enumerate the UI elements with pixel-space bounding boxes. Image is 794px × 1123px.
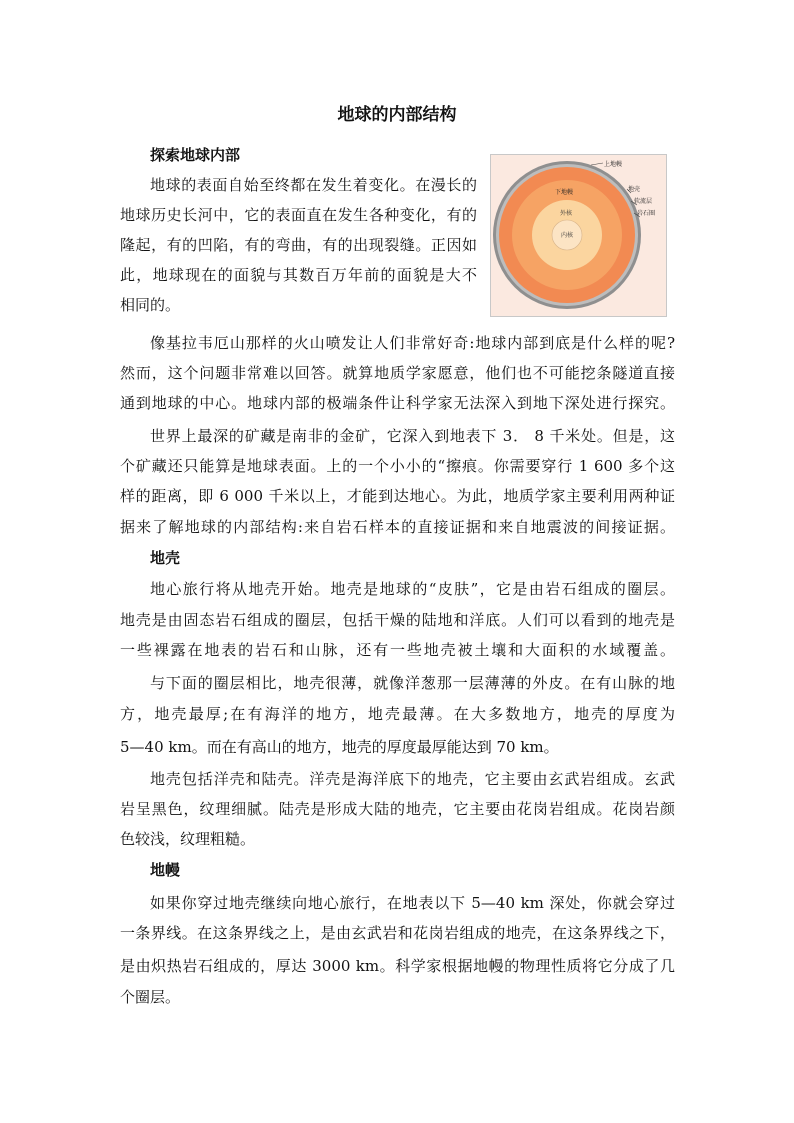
paragraph-line: 地心旅行将从地壳开始。地壳是地球的“皮肤”，它是由岩石组成的圈层。 — [150, 580, 675, 598]
paragraph-line: 与下面的圈层相比，地壳很薄，就像洋葱那一层薄薄的外皮。在有山脉的地 — [150, 674, 675, 692]
paragraph-line: 地壳包括洋壳和陆壳。洋壳是海洋底下的地壳，它主要由玄武岩组成。玄武 — [150, 770, 675, 788]
label-crust: 地壳 — [628, 186, 641, 193]
label-lower-mantle: 下地幔 — [555, 189, 574, 196]
paragraph-line: 色较浅，纹理粗糙。 — [120, 830, 256, 848]
label-lithosphere: 岩石圈 — [637, 210, 656, 217]
paragraph-line: 地球历史长河中，它的表面直在发生各种变化，有的 — [120, 206, 477, 224]
paragraph-line: 一些裸露在地表的岩石和山脉，还有一些地壳被土壤和大面积的水域覆盖。 — [120, 641, 675, 659]
earth-layers-diagram — [491, 155, 666, 316]
paragraph-line: 样的距离，即 6 000 千米以上，才能到达地心。为此，地质学家主要利用两种证 — [120, 487, 675, 505]
paragraph-line: 像基拉韦厄山那样的火山喷发让人们非常好奇:地球内部到底是什么样的呢? — [150, 334, 675, 352]
label-asthenosphere: 软流层 — [634, 198, 653, 205]
paragraph-line: 岩呈黑色，纹理细腻。陆壳是形成大陆的地壳，它主要由花岗岩组成。花岗岩颜 — [120, 800, 675, 818]
paragraph-line: 方，地壳最厚;在有海洋的地方，地壳最薄。在大多数地方，地壳的厚度为 — [120, 705, 675, 723]
paragraph-line: 通到地球的中心。地球内部的极端条件让科学家无法深入到地下深处进行探究。 — [120, 394, 675, 412]
paragraph-line: 然而，这个问题非常难以回答。就算地质学家愿意，他们也不可能挖条隧道直接 — [120, 364, 675, 382]
paragraph-line: 世界上最深的矿藏是南非的金矿，它深入到地表下 3． 8 千米处。但是，这 — [150, 427, 675, 445]
paragraph-line: 5—40 km。而在有高山的地方，地壳的厚度最厚能达到 70 km。 — [120, 738, 559, 756]
section-heading-explore: 探索地球内部 — [150, 146, 241, 164]
paragraph-line: 相同的。 — [120, 296, 181, 314]
page-title: 地球的内部结构 — [337, 105, 457, 125]
label-outer-core: 外核 — [560, 210, 573, 217]
paragraph-line: 隆起，有的凹陷，有的弯曲，有的出现裂缝。正因如 — [120, 236, 477, 254]
paragraph-line: 个圈层。 — [120, 988, 181, 1006]
paragraph-line: 是由炽热岩石组成的，厚达 3000 km。科学家根据地幔的物理性质将它分成了几 — [120, 957, 675, 975]
paragraph-line: 据来了解地球的内部结构:来自岩石样本的直接证据和来自地震波的间接证据。 — [120, 518, 675, 536]
paragraph-line: 此，地球现在的面貌与其数百万年前的面貌是大不 — [120, 266, 477, 284]
paragraph-line: 个矿藏还只能算是地球表面。上的一个小小的“擦痕。你需要穿行 1 600 多个这 — [120, 457, 675, 475]
paragraph-line: 地球的表面自始至终都在发生着变化。在漫长的 — [150, 176, 477, 194]
label-upper-mantle: 上地幔 — [604, 161, 623, 168]
section-heading-crust: 地壳 — [150, 549, 181, 567]
label-inner-core: 内核 — [561, 232, 574, 239]
paragraph-line: 地壳是由固态岩石组成的圈层，包括干燥的陆地和洋底。人们可以看到的地壳是 — [120, 611, 675, 629]
section-heading-mantle: 地幔 — [150, 861, 181, 879]
paragraph-line: 如果你穿过地壳继续向地心旅行，在地表以下 5—40 km 深处，你就会穿过 — [150, 894, 675, 912]
paragraph-line: 一条界线。在这条界线之上，是由玄武岩和花岗岩组成的地壳，在这条界线之下， — [120, 924, 675, 942]
earth-structure-figure — [490, 154, 667, 317]
